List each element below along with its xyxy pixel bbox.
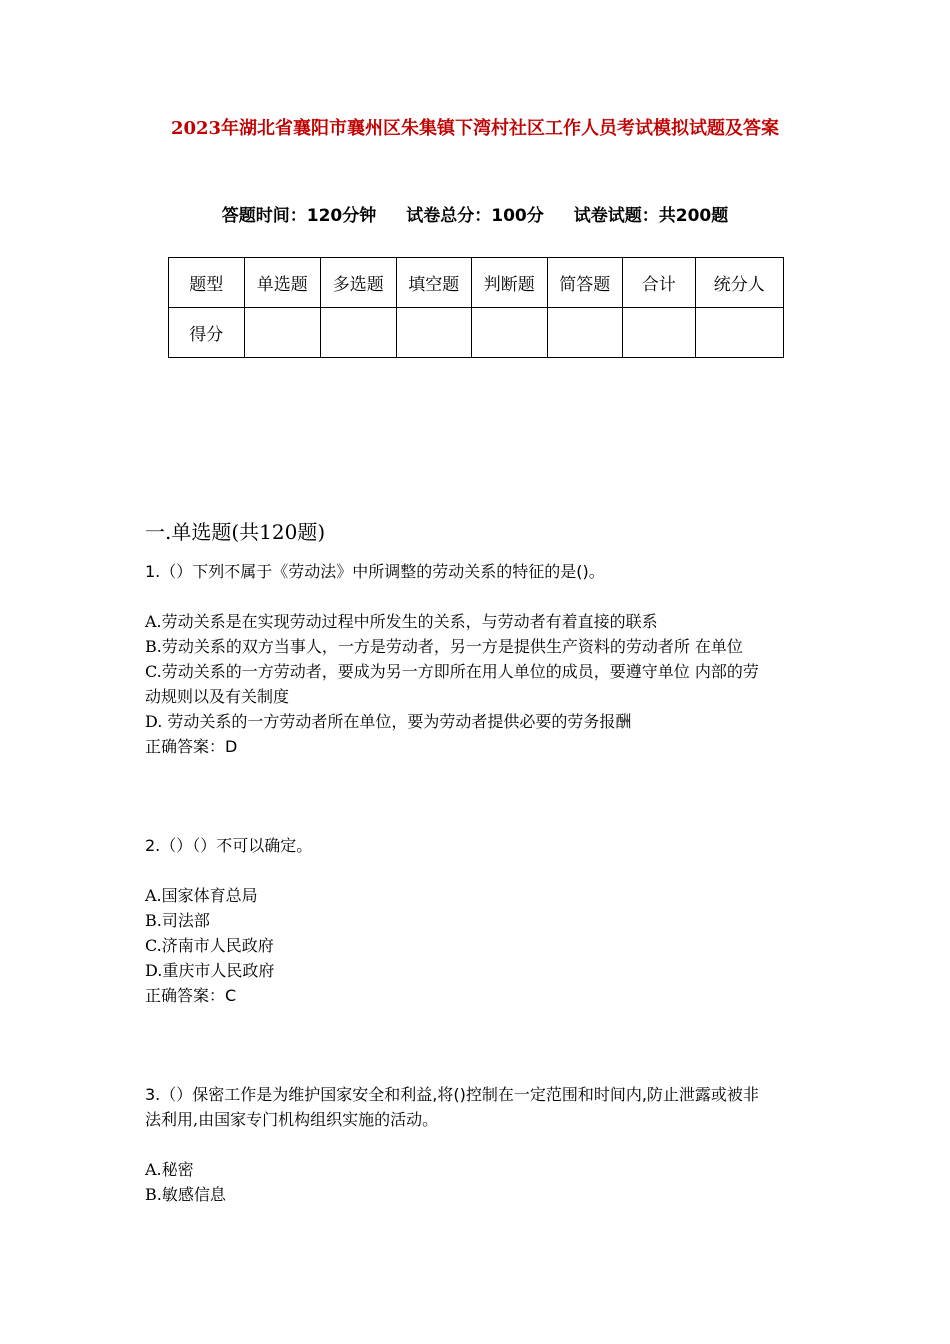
score-table-header-cell: 多选题 (321, 258, 397, 308)
exam-time: 答题时间：120分钟 (221, 206, 377, 226)
score-cell (623, 308, 696, 358)
question-option: C.济南市人民政府 (145, 936, 274, 955)
score-table-score-row (169, 308, 784, 358)
question-answer: 正确答案：C (145, 986, 237, 1005)
question-stem: 2.（）（）不可以确定。 (145, 836, 313, 855)
score-table-header-cell: 题型 (169, 258, 245, 308)
question-option: B.敏感信息 (145, 1185, 226, 1204)
document-title: 2023年湖北省襄阳市襄州区朱集镇下湾村社区工作人员考试模拟试题及答案 (170, 118, 780, 139)
score-table-row-label: 得分 (169, 308, 245, 358)
exam-meta (0, 201, 950, 226)
score-table-header-cell: 判断题 (472, 258, 548, 308)
question-stem-continued: 法利用,由国家专门机构组织实施的活动。 (145, 1110, 439, 1129)
question-option: D.重庆市人民政府 (145, 961, 275, 980)
question-answer: 正确答案：D (145, 737, 238, 756)
exam-question-count: 试卷试题：共200题 (573, 206, 729, 226)
question-option: A.秘密 (145, 1160, 194, 1179)
question-option: D. 劳动关系的一方劳动者所在单位，要为劳动者提供必要的劳务报酬 (145, 712, 632, 731)
question-option: C.劳动关系的一方劳动者，要成为另一方即所在用人单位的成员，要遵守单位 内部的劳 (145, 662, 759, 681)
score-cell (695, 308, 783, 358)
score-cell (472, 308, 548, 358)
question-option: A.国家体育总局 (145, 886, 258, 905)
score-cell (396, 308, 472, 358)
exam-total-score: 试卷总分：100分 (406, 206, 544, 226)
score-table-header-row (169, 258, 784, 308)
question-stem: 3.（）保密工作是为维护国家安全和利益,将()控制在一定范围和时间内,防止泄露或被非 (145, 1085, 759, 1104)
score-cell (244, 308, 321, 358)
score-cell (321, 308, 397, 358)
question-2 (145, 833, 815, 1008)
score-table (168, 257, 784, 358)
question-stem: 1.（）下列不属于《劳动法》中所调整的劳动关系的特征的是()。 (145, 562, 605, 581)
section-title: 一.单选题(共120题) (145, 520, 326, 544)
score-table-header-cell: 单选题 (244, 258, 321, 308)
score-table-header-cell: 统分人 (695, 258, 783, 308)
question-3 (145, 1082, 815, 1207)
question-option: B.劳动关系的双方当事人，一方是劳动者，另一方是提供生产资料的劳动者所 在单位 (145, 637, 743, 656)
score-table-header-cell: 填空题 (396, 258, 472, 308)
question-1 (145, 559, 815, 759)
score-cell (547, 308, 623, 358)
question-option: B.司法部 (145, 911, 210, 930)
score-table-header-cell: 合计 (623, 258, 696, 308)
score-table-header-cell: 简答题 (547, 258, 623, 308)
question-option: 动规则以及有关制度 (145, 687, 290, 706)
question-option: A.劳动关系是在实现劳动过程中所发生的关系，与劳动者有着直接的联系 (145, 612, 658, 631)
